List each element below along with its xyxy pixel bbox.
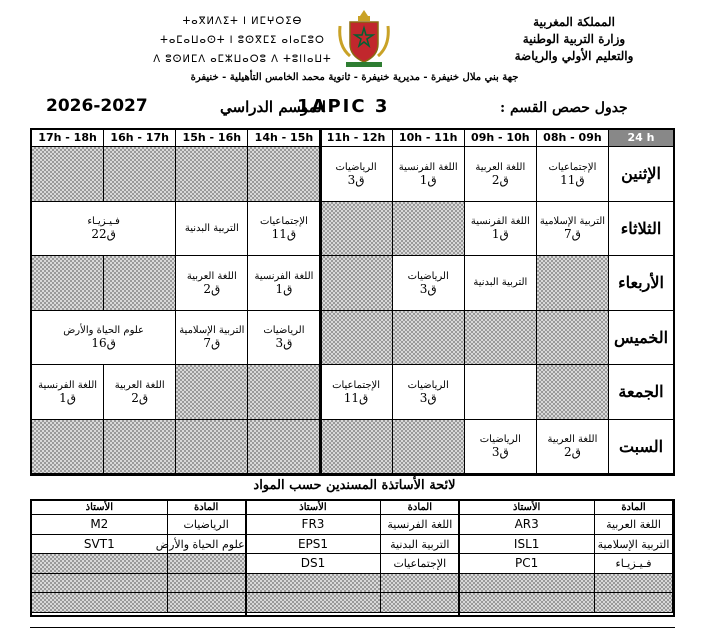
day-label: الجمعة — [609, 365, 673, 420]
teacher-cell: SVT1 — [32, 535, 168, 555]
empty-slot — [393, 202, 465, 257]
ministry-header-tifinagh — [150, 12, 335, 69]
empty-slot — [321, 311, 393, 366]
time-slot-header: 09h - 10h — [465, 130, 537, 147]
timetable-title: جدول حصص القسم : — [500, 100, 628, 116]
session-subject: اللغة العربية — [475, 161, 526, 173]
bottom-divider — [30, 627, 675, 628]
empty-slot — [248, 365, 320, 420]
day-label: الخميس — [609, 311, 673, 366]
subject-cell: فـيـزيـاء — [595, 554, 673, 574]
empty-slot — [104, 147, 176, 202]
subject-cell — [595, 593, 673, 613]
timetable-grid — [30, 128, 675, 476]
empty-slot — [321, 256, 393, 311]
empty-slot — [465, 311, 537, 366]
session-room: ق16 — [91, 336, 116, 351]
empty-slot — [321, 420, 393, 475]
session-cell — [321, 147, 393, 202]
session-subject: اللغة الفرنسية — [254, 270, 314, 282]
day-label: الأربعاء — [609, 256, 673, 311]
session-cell — [393, 147, 465, 202]
header-line-1: المملكة المغربية — [533, 15, 615, 29]
moroccan-emblem — [334, 6, 394, 68]
subject-header: المادة — [168, 501, 246, 515]
session-cell — [393, 256, 465, 311]
empty-slot — [104, 420, 176, 475]
session-room: ق11 — [560, 172, 585, 187]
tifinagh-line-1: ⵜⴰⴳⵍⴷⵉⵜ ⵏ ⵍⵎⵖⵔⵉⴱ — [182, 16, 303, 27]
time-slot-header: 15h - 16h — [176, 130, 248, 147]
session-cell — [32, 202, 176, 257]
empty-slot — [32, 420, 104, 475]
empty-slot — [537, 311, 609, 366]
session-cell — [176, 202, 248, 257]
teacher-cell: AR3 — [459, 515, 595, 535]
session-subject: التربية البدنية — [184, 222, 239, 234]
session-cell — [248, 311, 320, 366]
session-subject: الرياضيات — [335, 161, 377, 173]
subject-cell — [168, 593, 246, 613]
session-room: ق7 — [563, 227, 581, 242]
tifinagh-line-3: ⴷ ⵓⵙⵍⵎⴷ ⴰⵎⵣⵡⴰⵔⵓ ⴷ ⵜⵓⵏⵏⴰⵡⵜ — [153, 54, 332, 65]
time-slot-header: 11h - 12h — [321, 130, 393, 147]
class-name: 1APIC 3 — [297, 96, 390, 117]
empty-slot — [32, 256, 104, 311]
session-subject: اللغة العربية — [547, 434, 598, 446]
session-room: ق2 — [563, 445, 581, 460]
header-line-3: والتعليم الأولي والرياضة — [514, 49, 634, 63]
session-subject: اللغة العربية — [186, 270, 237, 282]
session-subject: الرياضيات — [407, 270, 449, 282]
empty-slot — [176, 420, 248, 475]
session-subject: الرياضيات — [479, 434, 521, 446]
time-slot-header: 08h - 09h — [537, 130, 609, 147]
teacher-cell — [32, 593, 168, 613]
session-room: ق11 — [271, 227, 297, 242]
teacher-header: الأستاذ — [32, 501, 168, 515]
subject-cell — [381, 593, 459, 613]
season-label: الموسم الدراسي — [220, 98, 327, 116]
teacher-cell: ISL1 — [459, 535, 595, 555]
subject-cell — [168, 554, 246, 574]
empty-slot — [176, 365, 248, 420]
session-room: ق2 — [203, 281, 221, 296]
session-room: ق3 — [347, 172, 365, 187]
subject-cell: الإجتماعيات — [381, 554, 459, 574]
session-cell — [248, 202, 320, 257]
time-slot-header: 10h - 11h — [393, 130, 465, 147]
teachers-table — [30, 499, 675, 617]
subject-cell: الرياضيات — [168, 515, 246, 535]
teacher-cell — [246, 593, 382, 613]
session-subject: التربية الإسلامية — [179, 325, 245, 337]
session-room: ق22 — [91, 227, 116, 242]
session-room: ق3 — [419, 390, 437, 405]
session-room: ق1 — [275, 281, 293, 296]
session-room: ق3 — [491, 445, 509, 460]
subject-cell: التربية البدنية — [381, 535, 459, 555]
session-room: ق1 — [419, 172, 437, 187]
tifinagh-line-2: ⵜⴰⵎⴰⵡⴰⵙⵜ ⵏ ⵓⵙⴳⵎⵉ ⴰⵏⴰⵎⵓⵔ — [160, 35, 325, 46]
empty-slot — [176, 147, 248, 202]
session-cell — [465, 420, 537, 475]
directorate-line: جهة بني ملال خنيفرة - مديرية خنيفرة - ثانوية محمد الخامس التأهيلية - خنيفرة — [190, 72, 519, 83]
season-years: 2026-2027 — [46, 96, 148, 116]
teacher-cell — [32, 574, 168, 594]
session-cell — [465, 365, 537, 420]
subject-cell — [595, 574, 673, 594]
session-cell — [176, 311, 248, 366]
session-subject: الإجتماعيات — [259, 216, 308, 228]
session-subject: فـيـزيـاء — [87, 216, 120, 228]
teacher-cell — [246, 574, 382, 594]
empty-slot — [537, 365, 609, 420]
subject-cell: علوم الحياة والأرض — [168, 535, 246, 555]
day-label: الإثنين — [609, 147, 673, 202]
time-slot-header: 14h - 15h — [248, 130, 320, 147]
teacher-header: الأستاذ — [246, 501, 382, 515]
session-room: ق1 — [491, 227, 509, 242]
subject-header: المادة — [381, 501, 459, 515]
time-slot-header: 16h - 17h — [104, 130, 176, 147]
session-subject: اللغة الفرنسية — [470, 216, 530, 228]
empty-slot — [393, 420, 465, 475]
subject-cell: التربية الإسلامية — [595, 535, 673, 555]
session-cell — [393, 365, 465, 420]
teacher-cell — [459, 574, 595, 594]
teacher-cell — [459, 593, 595, 613]
teacher-cell: EPS1 — [246, 535, 382, 555]
session-cell — [176, 256, 248, 311]
session-cell — [537, 147, 609, 202]
session-room: ق11 — [343, 390, 369, 405]
session-subject: الإجتماعيات — [548, 161, 597, 173]
session-cell — [32, 311, 176, 366]
session-cell — [537, 202, 609, 257]
subject-cell — [168, 574, 246, 594]
session-room: ق7 — [203, 336, 221, 351]
teacher-cell: FR3 — [246, 515, 382, 535]
session-room: ق3 — [419, 281, 437, 296]
day-label: الثلاثاء — [609, 202, 673, 257]
ministry-header-arabic — [459, 14, 689, 65]
teacher-cell: M2 — [32, 515, 168, 535]
teacher-cell — [32, 554, 168, 574]
empty-slot — [393, 311, 465, 366]
teacher-header: الأستاذ — [459, 501, 595, 515]
time-slot-header: 17h - 18h — [32, 130, 104, 147]
session-subject: علوم الحياة والأرض — [63, 325, 145, 337]
session-cell — [32, 365, 104, 420]
session-subject: اللغة الفرنسية — [38, 379, 98, 391]
subject-header: المادة — [595, 501, 673, 515]
session-cell — [465, 147, 537, 202]
empty-slot — [104, 256, 176, 311]
session-subject: التربية البدنية — [473, 277, 528, 289]
session-room: ق2 — [131, 390, 149, 405]
subject-cell: اللغة العربية — [595, 515, 673, 535]
session-cell — [321, 365, 393, 420]
teachers-title: لائحة الأساتذة المسندين حسب المواد — [253, 478, 456, 493]
header-line-2: وزارة التربية الوطنية — [522, 32, 626, 46]
teacher-cell: DS1 — [246, 554, 382, 574]
subject-cell: اللغة الفرنسية — [381, 515, 459, 535]
midday-separator — [319, 130, 322, 474]
session-room: ق1 — [59, 390, 77, 405]
empty-slot — [32, 147, 104, 202]
empty-slot — [321, 202, 393, 257]
session-cell — [465, 256, 537, 311]
empty-slot — [248, 147, 320, 202]
session-subject: اللغة العربية — [114, 379, 165, 391]
session-subject: الرياضيات — [407, 379, 449, 391]
session-cell — [248, 256, 320, 311]
session-subject: اللغة الفرنسية — [398, 161, 458, 173]
session-cell — [465, 202, 537, 257]
corner-cell: 24 h — [609, 130, 673, 147]
session-room: ق3 — [275, 336, 293, 351]
session-cell — [537, 420, 609, 475]
session-cell — [104, 365, 176, 420]
empty-slot — [248, 420, 320, 475]
session-subject: الرياضيات — [263, 325, 305, 337]
session-subject: التربية الإسلامية — [539, 216, 606, 228]
day-label: السبت — [609, 420, 673, 475]
subject-cell — [381, 574, 459, 594]
teacher-cell: PC1 — [459, 554, 595, 574]
empty-slot — [537, 256, 609, 311]
session-room: ق2 — [491, 172, 509, 187]
session-subject: الإجتماعيات — [332, 379, 381, 391]
